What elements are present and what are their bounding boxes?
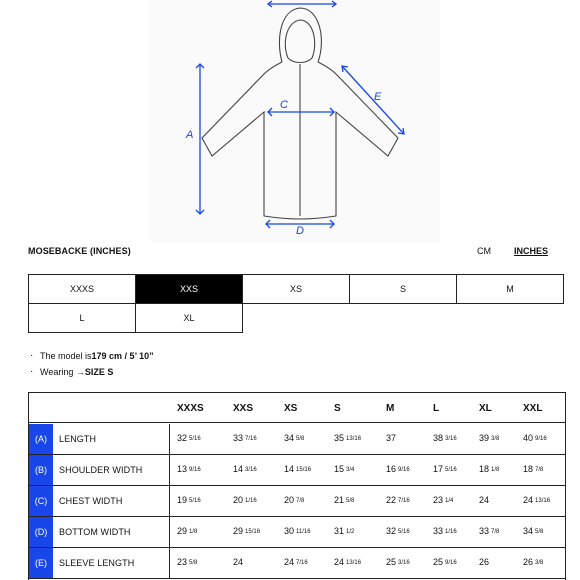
value-whole: 26 bbox=[523, 557, 534, 567]
value-whole: 39 bbox=[479, 433, 490, 443]
measurement-name: BOTTOM WIDTH bbox=[59, 527, 131, 537]
value-fraction: 13/16 bbox=[346, 436, 362, 442]
value-fraction: 13/16 bbox=[535, 498, 551, 504]
value-fraction: 5/8 bbox=[296, 436, 305, 442]
measurement-value bbox=[233, 433, 257, 443]
measurement-value bbox=[479, 495, 491, 505]
measurement-table bbox=[28, 392, 566, 580]
value-whole: 24 bbox=[233, 557, 244, 567]
measurement-value bbox=[433, 526, 457, 536]
value-fraction: 7/16 bbox=[398, 498, 410, 504]
value-whole: 14 bbox=[233, 464, 244, 474]
measurement-name: SLEEVE LENGTH bbox=[59, 558, 135, 568]
value-fraction: 5/16 bbox=[189, 498, 201, 504]
value-fraction: 5/16 bbox=[445, 467, 457, 473]
row-letter-badge: (B) bbox=[29, 455, 53, 485]
measurement-value bbox=[334, 557, 361, 567]
table-header bbox=[29, 393, 565, 423]
value-whole: 24 bbox=[334, 557, 345, 567]
value-whole: 18 bbox=[523, 464, 534, 474]
value-fraction: 13/16 bbox=[346, 560, 362, 566]
value-fraction: 5/8 bbox=[346, 498, 355, 504]
measurement-value bbox=[284, 464, 311, 474]
column-header-xxl: XXL bbox=[523, 403, 543, 414]
value-whole: 31 bbox=[334, 526, 345, 536]
measurement-value bbox=[334, 526, 354, 536]
measurement-value bbox=[386, 495, 410, 505]
measurement-value bbox=[433, 495, 453, 505]
column-divider bbox=[169, 517, 170, 547]
size-option-m[interactable]: M bbox=[456, 274, 564, 304]
value-fraction: 7/8 bbox=[491, 529, 500, 535]
value-whole: 13 bbox=[177, 464, 188, 474]
measurement-value bbox=[334, 464, 354, 474]
value-fraction: 7/8 bbox=[535, 467, 544, 473]
measurement-value bbox=[523, 464, 543, 474]
value-whole: 25 bbox=[386, 557, 397, 567]
measurement-name: CHEST WIDTH bbox=[59, 496, 123, 506]
value-fraction: 3/16 bbox=[398, 560, 410, 566]
measurement-value bbox=[177, 526, 197, 536]
size-option-xxs[interactable]: XXS bbox=[135, 274, 243, 304]
measurement-name: LENGTH bbox=[59, 434, 97, 444]
value-whole: 24 bbox=[523, 495, 534, 505]
size-selector bbox=[28, 274, 568, 336]
table-row bbox=[29, 517, 565, 548]
measurement-value bbox=[479, 433, 499, 443]
column-header-s: S bbox=[334, 403, 341, 414]
column-divider bbox=[169, 548, 170, 578]
value-fraction: 9/16 bbox=[445, 560, 457, 566]
value-whole: 14 bbox=[284, 464, 295, 474]
column-header-xl: XL bbox=[479, 403, 492, 414]
size-guide-header bbox=[28, 246, 552, 260]
value-whole: 23 bbox=[177, 557, 188, 567]
row-letter-badge: (D) bbox=[29, 517, 53, 547]
measurement-value bbox=[233, 495, 257, 505]
measurement-value bbox=[386, 526, 410, 536]
measurement-value bbox=[177, 557, 197, 567]
value-whole: 22 bbox=[386, 495, 397, 505]
wearing-prefix: Wearing → bbox=[40, 367, 85, 377]
value-whole: 19 bbox=[177, 495, 188, 505]
measurement-value bbox=[386, 464, 410, 474]
measurement-value bbox=[433, 464, 457, 474]
value-fraction: 15/16 bbox=[296, 467, 312, 473]
measurement-value bbox=[284, 557, 308, 567]
measurement-value bbox=[334, 495, 354, 505]
model-height-prefix: The model is bbox=[40, 351, 92, 361]
measurement-value bbox=[284, 526, 311, 536]
value-whole: 20 bbox=[233, 495, 244, 505]
value-fraction: 1/2 bbox=[346, 529, 355, 535]
measurement-value bbox=[177, 464, 201, 474]
value-whole: 15 bbox=[334, 464, 345, 474]
value-fraction: 3/16 bbox=[445, 436, 457, 442]
value-fraction: 3/4 bbox=[346, 467, 355, 473]
value-fraction: 7/8 bbox=[296, 498, 305, 504]
table-row bbox=[29, 548, 565, 579]
value-fraction: 3/8 bbox=[491, 436, 500, 442]
label-e: E bbox=[374, 91, 382, 103]
table-row bbox=[29, 486, 565, 517]
size-option-l[interactable]: L bbox=[28, 303, 136, 333]
size-option-xxxs[interactable]: XXXS bbox=[28, 274, 136, 304]
value-fraction: 1/16 bbox=[445, 529, 457, 535]
value-whole: 26 bbox=[479, 557, 490, 567]
value-fraction: 1/16 bbox=[245, 498, 257, 504]
value-fraction: 3/8 bbox=[535, 560, 544, 566]
measurement-value bbox=[177, 495, 201, 505]
model-height-note bbox=[30, 348, 154, 364]
measurement-value bbox=[479, 557, 491, 567]
value-fraction: 5/16 bbox=[398, 529, 410, 535]
measurement-name: SHOULDER WIDTH bbox=[59, 465, 143, 475]
value-whole: 24 bbox=[479, 495, 490, 505]
table-row bbox=[29, 424, 565, 455]
measurement-value bbox=[523, 526, 543, 536]
value-whole: 17 bbox=[433, 464, 444, 474]
value-whole: 33 bbox=[233, 433, 244, 443]
value-whole: 25 bbox=[433, 557, 444, 567]
column-header-xxxs: XXXS bbox=[177, 403, 204, 414]
model-notes bbox=[30, 348, 154, 380]
measurement-value bbox=[386, 557, 410, 567]
product-title: MOSEBACKE (INCHES) bbox=[28, 246, 131, 256]
value-fraction: 11/16 bbox=[296, 529, 311, 535]
row-letter-badge: (C) bbox=[29, 486, 53, 516]
row-letter-badge: (E) bbox=[29, 548, 53, 578]
measurement-value bbox=[386, 433, 398, 443]
value-whole: 34 bbox=[284, 433, 295, 443]
value-fraction: 1/8 bbox=[491, 467, 500, 473]
value-whole: 40 bbox=[523, 433, 534, 443]
model-height-value: 179 cm / 5’ 10” bbox=[91, 351, 154, 361]
column-header-xxs: XXS bbox=[233, 403, 254, 414]
label-a: A bbox=[186, 129, 194, 141]
row-letter-badge: (A) bbox=[29, 424, 53, 454]
column-header-l: L bbox=[433, 403, 440, 414]
value-fraction: 15/16 bbox=[245, 529, 261, 535]
measurement-value bbox=[233, 464, 257, 474]
measurement-value bbox=[479, 464, 499, 474]
wearing-size-value: SIZE S bbox=[84, 367, 114, 377]
measurement-value bbox=[433, 433, 457, 443]
bullet-icon: · bbox=[30, 350, 34, 361]
column-header-xs: XS bbox=[284, 403, 298, 414]
size-option-xl[interactable]: XL bbox=[135, 303, 243, 333]
value-fraction: 9/16 bbox=[535, 436, 547, 442]
value-whole: 21 bbox=[334, 495, 345, 505]
column-header-m: M bbox=[386, 403, 395, 414]
value-whole: 30 bbox=[284, 526, 295, 536]
value-whole: 29 bbox=[233, 526, 244, 536]
value-whole: 23 bbox=[433, 495, 444, 505]
label-d: D bbox=[296, 225, 304, 237]
value-whole: 38 bbox=[433, 433, 444, 443]
value-whole: 34 bbox=[523, 526, 534, 536]
value-fraction: 7/16 bbox=[245, 436, 257, 442]
size-diagram bbox=[150, 0, 440, 242]
value-fraction: 1/4 bbox=[445, 498, 454, 504]
value-fraction: 5/16 bbox=[189, 436, 201, 442]
measurement-value bbox=[479, 526, 499, 536]
value-whole: 35 bbox=[334, 433, 345, 443]
size-option-s[interactable]: S bbox=[349, 274, 457, 304]
value-fraction: 7/16 bbox=[296, 560, 308, 566]
value-fraction: 3/16 bbox=[245, 467, 257, 473]
value-whole: 32 bbox=[386, 526, 397, 536]
coat-diagram-svg bbox=[150, 0, 440, 242]
value-whole: 37 bbox=[386, 433, 397, 443]
value-whole: 32 bbox=[177, 433, 188, 443]
value-whole: 24 bbox=[284, 557, 295, 567]
value-whole: 29 bbox=[177, 526, 188, 536]
value-fraction: 9/16 bbox=[398, 467, 410, 473]
coat-outline bbox=[202, 8, 398, 219]
measurement-value bbox=[177, 433, 201, 443]
measurement-value bbox=[233, 557, 245, 567]
column-divider bbox=[169, 455, 170, 485]
value-whole: 33 bbox=[479, 526, 490, 536]
table-row bbox=[29, 455, 565, 486]
measurement-value bbox=[233, 526, 260, 536]
wearing-note bbox=[30, 364, 154, 380]
value-fraction: 5/8 bbox=[189, 560, 198, 566]
measurement-value bbox=[284, 433, 304, 443]
label-c: C bbox=[280, 99, 288, 111]
measurement-value bbox=[433, 557, 457, 567]
value-fraction: 9/16 bbox=[189, 467, 201, 473]
measurement-value bbox=[523, 433, 547, 443]
measurement-value bbox=[523, 495, 550, 505]
value-fraction: 5/8 bbox=[535, 529, 544, 535]
value-whole: 18 bbox=[479, 464, 490, 474]
bullet-icon: · bbox=[30, 366, 34, 377]
measurement-value bbox=[284, 495, 304, 505]
size-option-xs[interactable]: XS bbox=[242, 274, 350, 304]
value-whole: 16 bbox=[386, 464, 397, 474]
value-whole: 20 bbox=[284, 495, 295, 505]
value-fraction: 1/8 bbox=[189, 529, 198, 535]
measurement-value bbox=[334, 433, 361, 443]
unit-toggle-inches[interactable]: INCHES bbox=[514, 246, 549, 256]
measurement-value bbox=[523, 557, 543, 567]
column-divider bbox=[169, 486, 170, 516]
unit-toggle-cm[interactable]: CM bbox=[477, 246, 491, 256]
value-whole: 33 bbox=[433, 526, 444, 536]
column-divider bbox=[169, 424, 170, 454]
